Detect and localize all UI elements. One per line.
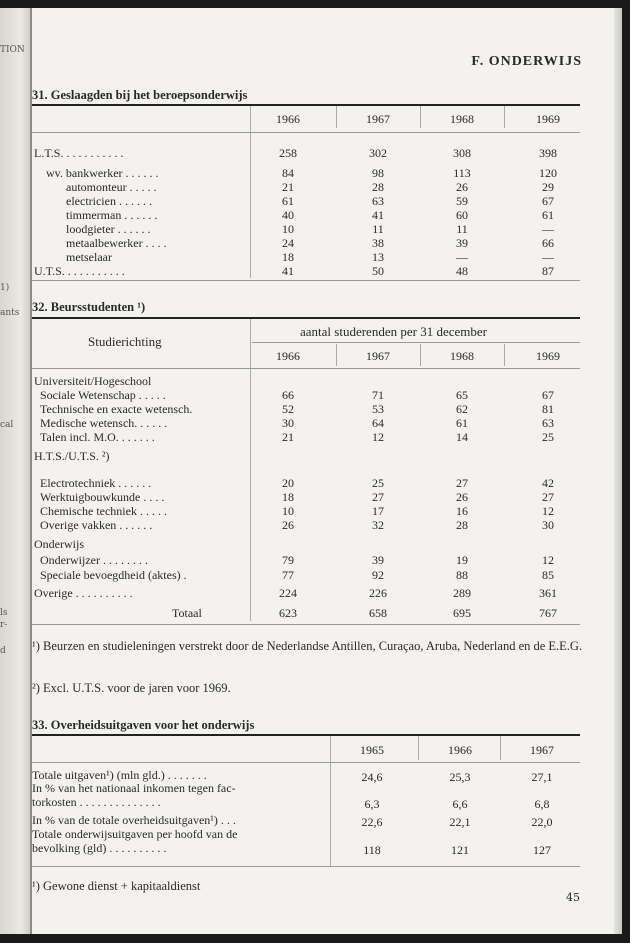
year-header: 1966 <box>276 349 300 363</box>
cell-value: 11 <box>456 222 468 236</box>
chapter-heading: F. ONDERWIJS <box>471 54 582 69</box>
cell-value: 21 <box>282 430 294 444</box>
year-header: 1968 <box>450 112 474 126</box>
row-label: U.T.S. . . . . . . . . . . <box>34 264 125 278</box>
year-header: 1965 <box>360 743 384 757</box>
cell-value: 19 <box>456 553 468 567</box>
row-label: Speciale bevoegdheid (aktes) . <box>40 568 187 582</box>
cell-value: 71 <box>372 388 384 402</box>
cell-value: 64 <box>372 416 384 430</box>
cell-value: 79 <box>282 553 294 567</box>
cell-value: — <box>542 250 554 264</box>
table32-title: 32. Beursstudenten ¹) <box>32 300 146 314</box>
row-label: In % van de totale overheidsuitgaven¹) . . . <box>32 813 236 827</box>
margin-fragment: r- <box>0 620 8 630</box>
cell-value: 42 <box>542 476 554 490</box>
column-divider <box>504 344 505 366</box>
group-label: Universiteit/Hogeschool <box>34 374 152 388</box>
column-divider <box>330 736 331 866</box>
cell-value: 6,8 <box>534 797 550 811</box>
cell-value: 120 <box>539 166 557 180</box>
row-label: In % van het nationaal inkomen tegen fac- <box>32 781 236 795</box>
cell-value: 27 <box>372 490 384 504</box>
cell-value: 63 <box>542 416 554 430</box>
cell-value: 67 <box>542 388 554 402</box>
cell-value: 22,6 <box>361 815 383 829</box>
cell-value: 28 <box>456 518 468 532</box>
cell-value: 85 <box>542 568 554 582</box>
rule <box>32 866 580 867</box>
cell-value: 61 <box>542 208 554 222</box>
rule <box>32 734 580 736</box>
cell-value: 302 <box>369 146 387 160</box>
row-label: Technische en exacte wetensch. <box>40 402 193 416</box>
row-label-cont: bevolking (gld) . . . . . . . . . . <box>32 841 167 855</box>
cell-value: 18 <box>282 250 294 264</box>
year-header: 1966 <box>448 743 472 757</box>
year-header: 1967 <box>530 743 554 757</box>
margin-fragment: d <box>0 646 6 656</box>
column-divider <box>500 736 501 760</box>
row-label: Totale onderwijsuitgaven per hoofd van de <box>32 827 238 841</box>
cell-value: 226 <box>369 586 387 600</box>
row-label: automonteur . . . . . <box>66 180 157 194</box>
cell-value: 20 <box>282 476 294 490</box>
cell-value: 30 <box>542 518 554 532</box>
row-label: Totale uitgaven¹) (mln gld.) . . . . . . . <box>32 768 207 782</box>
cell-value: — <box>456 250 468 264</box>
column-divider <box>250 319 251 621</box>
cell-value: 12 <box>542 504 554 518</box>
margin-fragment: cal <box>0 420 14 430</box>
cell-value: — <box>542 222 554 236</box>
year-header: 1968 <box>450 349 474 363</box>
rule <box>32 762 580 763</box>
cell-value: 361 <box>539 586 557 600</box>
row-label: loodgieter . . . . . . <box>66 222 151 236</box>
cell-value: 88 <box>456 568 468 582</box>
cell-value: 6,6 <box>452 797 468 811</box>
cell-value: 12 <box>372 430 384 444</box>
cell-value: 25,3 <box>449 770 471 784</box>
cell-value: 695 <box>453 606 471 620</box>
column-divider <box>504 106 505 128</box>
rule <box>32 132 580 133</box>
cell-value: 53 <box>372 402 384 416</box>
cell-value: 66 <box>282 388 294 402</box>
cell-value: 81 <box>542 402 554 416</box>
row-label: Medische wetensch. . . . . . <box>40 416 168 430</box>
cell-value: 41 <box>282 264 294 278</box>
cell-value: 6,3 <box>364 797 380 811</box>
cell-value: 32 <box>372 518 384 532</box>
row-label: electricien . . . . . . <box>66 194 152 208</box>
cell-value: 50 <box>372 264 384 278</box>
cell-value: 398 <box>539 146 557 160</box>
rule <box>32 317 580 319</box>
rule <box>32 280 580 281</box>
cell-value: 22,1 <box>449 815 471 829</box>
row-label: Overige . . . . . . . . . . <box>34 586 133 600</box>
row-label: wv. bankwerker . . . . . . <box>46 166 159 180</box>
cell-value: 224 <box>279 586 297 600</box>
cell-value: 39 <box>456 236 468 250</box>
cell-value: 52 <box>282 402 294 416</box>
cell-value: 48 <box>456 264 468 278</box>
cell-value: 127 <box>533 843 551 857</box>
rule <box>32 104 580 106</box>
page-edge <box>614 8 622 934</box>
row-label: Onderwijzer . . . . . . . . <box>40 553 148 567</box>
cell-value: 25 <box>542 430 554 444</box>
cell-value: 40 <box>282 208 294 222</box>
column-divider <box>336 344 337 366</box>
cell-value: 113 <box>453 166 471 180</box>
row-label: metselaar <box>66 250 112 264</box>
footnote-1: ¹) Beurzen en studieleningen verstrekt door de Nederlandse Antillen, Curaçao, Aruba, Nederland en de E.E.G. <box>32 639 583 653</box>
row-label: Sociale Wetenschap . . . . . <box>40 388 166 402</box>
row-label: Totaal <box>172 606 202 620</box>
row-label-cont: torkosten . . . . . . . . . . . . . . <box>32 795 161 809</box>
table32-row-header: Studierichting <box>88 334 162 349</box>
cell-value: 39 <box>372 553 384 567</box>
footnote-2: ²) Excl. U.T.S. voor de jaren voor 1969. <box>32 681 231 695</box>
cell-value: 77 <box>282 568 294 582</box>
year-header: 1969 <box>536 112 560 126</box>
cell-value: 26 <box>456 180 468 194</box>
row-label: timmerman . . . . . . <box>66 208 158 222</box>
margin-fragment: ls <box>0 608 8 618</box>
cell-value: 258 <box>279 146 297 160</box>
table32-group-header: aantal studerenden per 31 december <box>300 324 487 339</box>
cell-value: 60 <box>456 208 468 222</box>
cell-value: 10 <box>282 504 294 518</box>
cell-value: 27 <box>456 476 468 490</box>
column-divider <box>336 106 337 128</box>
year-header: 1969 <box>536 349 560 363</box>
facing-page-edge <box>0 8 32 934</box>
rule <box>32 624 580 625</box>
row-label: metaalbewerker . . . . <box>66 236 167 250</box>
cell-value: 121 <box>451 843 469 857</box>
table33-title: 33. Overheidsuitgaven voor het onderwijs <box>32 718 255 732</box>
cell-value: 27 <box>542 490 554 504</box>
year-header: 1967 <box>366 112 390 126</box>
margin-fragment: ants <box>0 308 20 318</box>
margin-fragment: 1) <box>0 283 10 293</box>
cell-value: 87 <box>542 264 554 278</box>
cell-value: 62 <box>456 402 468 416</box>
cell-value: 658 <box>369 606 387 620</box>
cell-value: 24,6 <box>361 770 383 784</box>
cell-value: 29 <box>542 180 554 194</box>
column-divider <box>418 736 419 760</box>
cell-value: 26 <box>282 518 294 532</box>
cell-value: 41 <box>372 208 384 222</box>
page-number: 45 <box>566 891 580 904</box>
row-label: Werktuigbouwkunde . . . . <box>40 490 165 504</box>
cell-value: 24 <box>282 236 294 250</box>
year-header: 1966 <box>276 112 300 126</box>
rule <box>32 368 580 369</box>
cell-value: 67 <box>542 194 554 208</box>
cell-value: 16 <box>456 504 468 518</box>
footnote-table33: ¹) Gewone dienst + kapitaaldienst <box>32 879 201 893</box>
cell-value: 13 <box>372 250 384 264</box>
table31-title: 31. Geslaagden bij het beroepsonderwijs <box>32 88 248 102</box>
margin-fragment: TION <box>0 45 25 55</box>
row-label: Electrotechniek . . . . . . <box>40 476 152 490</box>
cell-value: 30 <box>282 416 294 430</box>
cell-value: 18 <box>282 490 294 504</box>
cell-value: 84 <box>282 166 294 180</box>
cell-value: 26 <box>456 490 468 504</box>
cell-value: 25 <box>372 476 384 490</box>
row-label: Overige vakken . . . . . . <box>40 518 153 532</box>
cell-value: 10 <box>282 222 294 236</box>
cell-value: 92 <box>372 568 384 582</box>
year-header: 1967 <box>366 349 390 363</box>
cell-value: 38 <box>372 236 384 250</box>
cell-value: 22,0 <box>531 815 553 829</box>
row-label: Talen incl. M.O. . . . . . . <box>40 430 155 444</box>
cell-value: 623 <box>279 606 297 620</box>
cell-value: 27,1 <box>531 770 553 784</box>
column-divider <box>420 344 421 366</box>
cell-value: 289 <box>453 586 471 600</box>
column-divider <box>420 106 421 128</box>
group-label: H.T.S./U.T.S. ²) <box>34 449 110 463</box>
cell-value: 17 <box>372 504 384 518</box>
cell-value: 63 <box>372 194 384 208</box>
cell-value: 14 <box>456 430 468 444</box>
cell-value: 66 <box>542 236 554 250</box>
cell-value: 98 <box>372 166 384 180</box>
cell-value: 28 <box>372 180 384 194</box>
cell-value: 767 <box>539 606 557 620</box>
cell-value: 61 <box>456 416 468 430</box>
row-label: L.T.S. . . . . . . . . . . <box>34 146 124 160</box>
cell-value: 12 <box>542 553 554 567</box>
cell-value: 21 <box>282 180 294 194</box>
cell-value: 65 <box>456 388 468 402</box>
cell-value: 59 <box>456 194 468 208</box>
row-label: Chemische techniek . . . . . <box>40 504 167 518</box>
cell-value: 118 <box>363 843 381 857</box>
cell-value: 308 <box>453 146 471 160</box>
cell-value: 61 <box>282 194 294 208</box>
cell-value: 11 <box>372 222 384 236</box>
group-label: Onderwijs <box>34 537 84 551</box>
document-page <box>0 8 622 934</box>
rule <box>252 342 580 343</box>
